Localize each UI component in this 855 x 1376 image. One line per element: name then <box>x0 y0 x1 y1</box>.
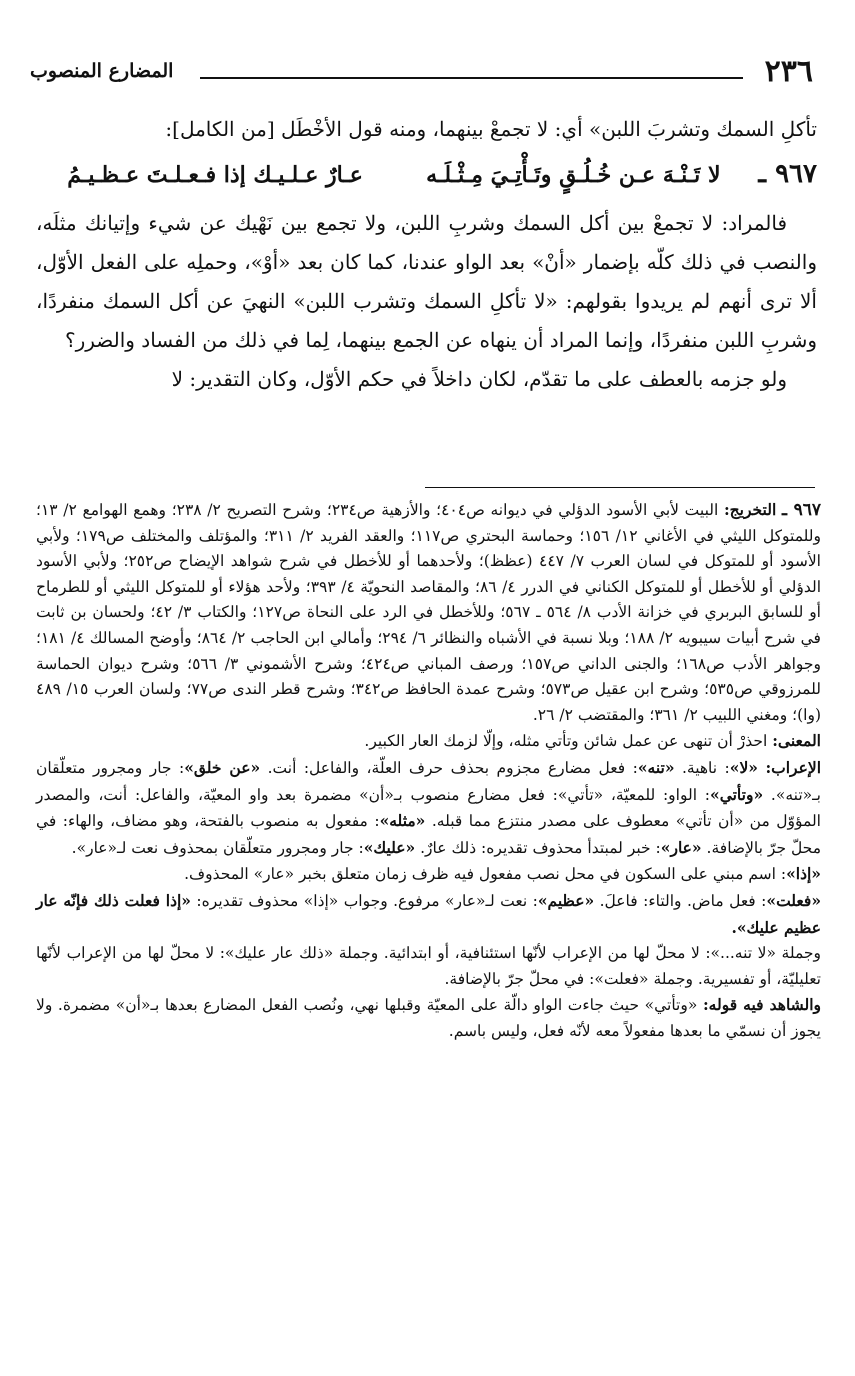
irab-text: : مفعول به منصوب بالفتحة، وهو مضاف، والهاء: في محلّ جرّ بالإضافة. <box>36 812 821 857</box>
meaning-text: احذرْ أن تنهى عن عمل شائن وتأتي مثله، وإلّا لزمك العار الكبير. <box>364 732 768 751</box>
verse-line <box>36 151 817 198</box>
verse-second-half: عـارٌ عـلـيـك إذا فـعـلـتَ عـظـيـمُ <box>67 162 363 188</box>
irab-text: : فعل مضارع مجزوم بحذف حرف العلّة، والفاعل: أنت. <box>260 758 638 777</box>
verse-first-half: لا تَـنْـهَ عـن خُـلُـقٍ وتَـأْتِـيَ مِـثْـلَـه <box>426 162 721 188</box>
irab-note <box>36 755 821 861</box>
chapter-title: المضارع المنصوب <box>30 60 174 82</box>
irab-term: «إذا» <box>786 864 821 884</box>
takhrij-text: البيت لأبي الأسود الدؤلي في ديوانه ص٤٠٤؛ والأزهية ص٢٣٤؛ وشرح التصريح ٢/ ٢٣٨؛ وهمع الهوامع ٢/ ١٣؛ وللمتوكل الليثي في الأغاني ١٢/ ١٥٦؛ وحماسة البحتري ص١١٧؛ والعقد الفريد ٢/ ٣١١؛ والمؤتلف والمختلف ص١٧٩؛ ولأبي الأسود أو للمتوكل في لسان العرب ٧/ ٤٤٧ (عظظ)؛ ولأحدهما أو للأخطل في شرح شواهد الإيضاح ص٢٥٢؛ ولأبي الأسود الدؤلي أو للأخطل أو للمتوكل الكناني في الدرر ٤/ ٨٦؛ والمقاصد النحويّة ٤/ ٣٩٣؛ ولأحد هؤلاء أو للمتوكل الليثي أو للطرماح أو للسابق البربري في خزانة الأدب ٨/ ٥٦٤ ـ ٥٦٧؛ وللأخطل في الرد على النحاة ص١٢٧؛ والكتاب ٣/ ٤٢؛ ولحسان بن ثابت في شرح أبيات سيبويه ٢/ ١٨٨؛ وبلا نسبة في الأشباه والنظائر ٦/ ٢٩٤؛ وأمالي ابن الحاجب ٢/ ٨٦٤؛ وأوضح المسالك ٤/ ١٨١؛ وجواهر الأدب ص١٦٨؛ والجنى الداني ص١٥٧؛ ورصف المباني ص٤٢٤؛ وشرح الأشموني ٣/ ٥٦٦؛ وشرح ديوان الحماسة للمرزوقي ص٥٣٥؛ وشرح ابن عقيل ص٥٧٣؛ وشرح عمدة الحافظ ص٣٤٢؛ وشرح قطر الندى ص٧٧؛ ولسان العرب ١٥/ ٤٨٩ (وا)؛ ومغني اللبيب ٢/ ٣٦١؛ والمقتضب ٢/ ٢٦. <box>36 501 822 724</box>
main-text <box>36 110 817 399</box>
irab-term: «مثله» <box>379 811 426 831</box>
irab-term: «عار» <box>660 837 702 857</box>
header-rule <box>200 77 743 79</box>
evidence-label: والشاهد فيه قوله: <box>702 995 822 1015</box>
intro-line: تأكلِ السمك وتشربَ اللبن» أي: لا تجمعْ بينهما، ومنه قول الأخْطَل [من الكامل]: <box>165 117 817 141</box>
irab-term: «عن خلق» <box>184 757 261 777</box>
irab-text: : فعل ماض. والتاء: فاعلَ. <box>594 891 767 910</box>
irab-text: : جار ومجرور متعلّقان بمحذوف نعت لـ«عار». <box>71 838 364 857</box>
meaning-note <box>36 728 821 755</box>
takhrij-label: التخريج: <box>723 500 777 519</box>
evidence-note <box>36 992 821 1044</box>
continuation-paragraph: ولو جزمه بالعطف على ما تقدّم، لكان داخلاً في حكم الأوّل، وكان التقدير: لا <box>171 367 787 391</box>
footnote-number: ٩٦٧ ـ <box>781 500 821 520</box>
takhrij-footnote <box>36 497 821 728</box>
irab-text: : نعت لـ«عار» مرفوع. وجواب «إذا» محذوف تقديره: <box>190 891 538 910</box>
irab-term: «إذا فعلت ذلك فإنّه عار عظيم عليك». <box>36 890 821 937</box>
explanation-paragraph: فالمراد: لا تجمعْ بين أكل السمك وشربِ اللبن، ولا تجمع بين نَهْيك عن شيء وإتيانك مثلَه، والنصب في ذلك كلّه بإضمار «أنْ» بعد الواو عندنا، كما كان بعد «أوْ»، وحملِه على الفعل الأوّل، ألا ترى أنهم لم يريدوا بقولهم: «لا تأكلِ السمك وتشرب اللبن» النهيَ عن أكل السمك منفردًا، وشربِ اللبن منفردًا، وإنما المراد أن ينهاه عن الجمع بينهما، لِما في ذلك من الفساد والضرر؟ <box>36 211 817 352</box>
irab-term: «فعلت» <box>766 890 822 910</box>
irab-label: الإعراب: <box>765 757 822 777</box>
irab-text: : الواو: للمعيّة، «تأتي»: فعل مضارع منصوب بـ«أن» مضمرة بعد واو المعيّة، والفاعل: أنت، والمصدر المؤوّل من «أن تأتي» معطوف على مصدر منتزع مما قبله. <box>36 785 821 831</box>
sentences-note: وجملة «لا تنه...»: لا محلّ لها من الإعراب لأنّها استئنافية، أو ابتدائية. وجملة «ذلك عار عليك»: لا محلّ لها من الإعراب لأنّها تعليليّة، أو تفسيرية. وجملة «فعلت»: في محلّ جرّ بالإضافة. <box>36 944 821 988</box>
irab-faalt-note <box>36 888 821 941</box>
irab-term: «تنه» <box>637 757 675 777</box>
page-number: ٢٣٦ <box>764 54 813 89</box>
footnotes <box>36 497 821 1044</box>
irab-term: «عظيم» <box>537 890 595 910</box>
irab-text: : ناهية. <box>674 758 730 777</box>
irab-term: «لا» <box>729 757 758 777</box>
footnote-divider <box>425 487 815 488</box>
verse-number: ٩٦٧ ـ <box>758 159 817 189</box>
irab-idha-note <box>36 861 821 888</box>
irab-term: «وتأتي» <box>710 784 764 804</box>
irab-text: : اسم مبني على السكون في محل نصب مفعول فيه ظرف زمان متعلق بخبر «عار» المحذوف. <box>184 865 787 884</box>
meaning-label: المعنى: <box>772 731 821 751</box>
page-header <box>30 52 813 92</box>
evidence-text: «وتأتي» حيث جاءت الواو دالّة على المعيّة وقبلها نهي، ونُصب الفعل المضارع بعدها بـ«أن» مضمرة. ولا يجوز أن نسمّي ما بعدها مفعولاً معه لأنّه فعل، وليس باسم. <box>36 996 821 1040</box>
irab-text: : خبر لمبتدأ محذوف تقديره: ذلك عارٌ. <box>415 838 661 857</box>
irab-term: «عليك» <box>363 837 416 857</box>
irab-text: : جار ومجرور متعلّقان بـ«تنه». <box>36 758 821 804</box>
